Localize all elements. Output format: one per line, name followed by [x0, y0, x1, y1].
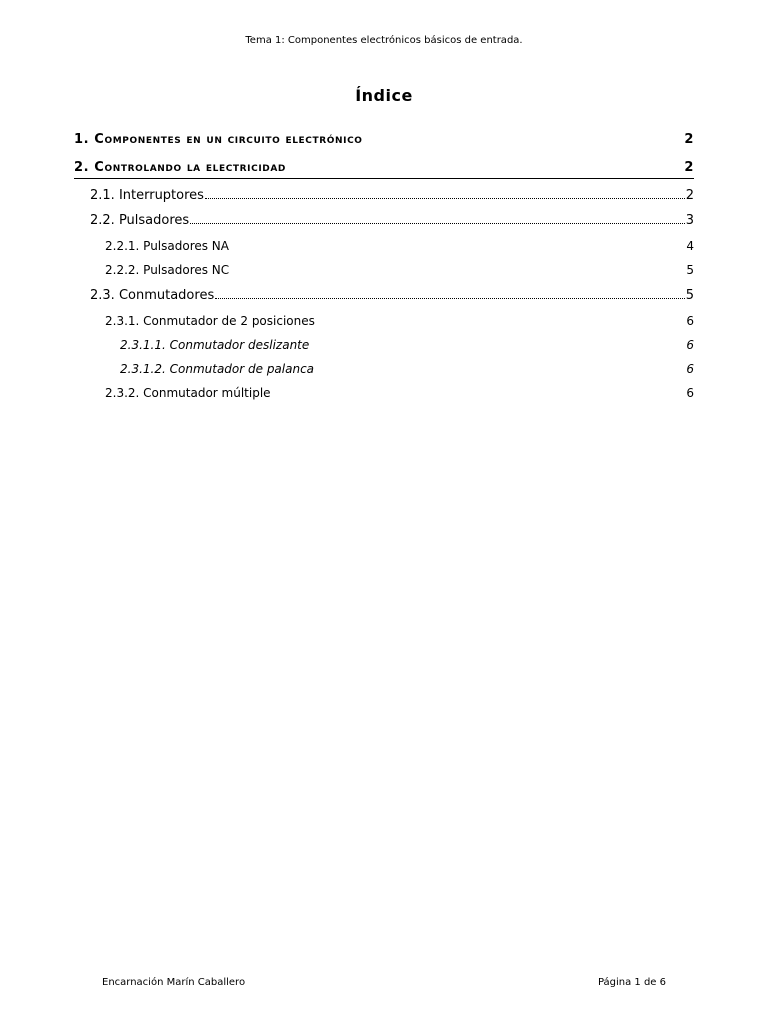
dot-leader [190, 222, 685, 224]
toc-entry-page: 6 [686, 338, 694, 352]
toc-entry-2-2[interactable] [90, 213, 694, 228]
toc-entry-2-2-2[interactable] [105, 263, 694, 277]
page-title: Índice [355, 86, 413, 105]
toc-entry-label: 2.2. Pulsadores [90, 213, 190, 228]
toc-entry-2-2-1[interactable] [105, 239, 694, 253]
toc-entry-page: 3 [685, 213, 694, 228]
dot-leader [215, 297, 685, 299]
page-header: Tema 1: Componentes electrónicos básicos de entrada. [245, 35, 523, 46]
toc-entry-page: 2 [685, 188, 694, 203]
toc-entry-label: 2.3.1. Conmutador de 2 posiciones [105, 314, 315, 328]
toc-entry-label: 2.2.2. Pulsadores NC [105, 263, 230, 277]
toc-entry-2-3[interactable] [90, 288, 694, 303]
toc-entry-page: 6 [686, 362, 694, 376]
toc-entry-label: 2.1. Interruptores [90, 188, 204, 203]
toc-entry-label: 2. Controlando la electricidad [74, 160, 286, 175]
toc-entry-2[interactable] [74, 160, 694, 179]
toc-entry-2-3-1-2[interactable] [120, 362, 694, 376]
toc-entry-label: 2.3. Conmutadores [90, 288, 215, 303]
toc-entry-2-3-2[interactable] [105, 386, 694, 400]
toc-entry-page: 6 [686, 386, 694, 400]
toc-entry-page: 2 [684, 132, 694, 147]
toc-entry-label: 2.2.1. Pulsadores NA [105, 239, 229, 253]
toc-entry-label: 2.3.2. Conmutador múltiple [105, 386, 271, 400]
toc-entry-label: 1. Componentes en un circuito electrónico [74, 132, 363, 147]
toc-entry-2-1[interactable] [90, 188, 694, 203]
toc-entry-page: 4 [686, 239, 694, 253]
toc-entry-page: 5 [686, 263, 694, 277]
toc-entry-label: 2.3.1.2. Conmutador de palanca [120, 362, 315, 376]
toc-entry-page: 2 [684, 160, 694, 175]
toc-entry-2-3-1-1[interactable] [120, 338, 694, 352]
toc-entry-page: 6 [686, 314, 694, 328]
footer-author: Encarnación Marín Caballero [102, 977, 246, 988]
footer-page-info: Página 1 de 6 [597, 977, 666, 988]
toc-entry-2-3-1[interactable] [105, 314, 694, 328]
toc-entry-page: 5 [685, 288, 694, 303]
toc-entry-label: 2.3.1.1. Conmutador deslizante [120, 338, 310, 352]
toc-entry-1[interactable] [74, 132, 694, 147]
dot-leader [205, 197, 685, 199]
